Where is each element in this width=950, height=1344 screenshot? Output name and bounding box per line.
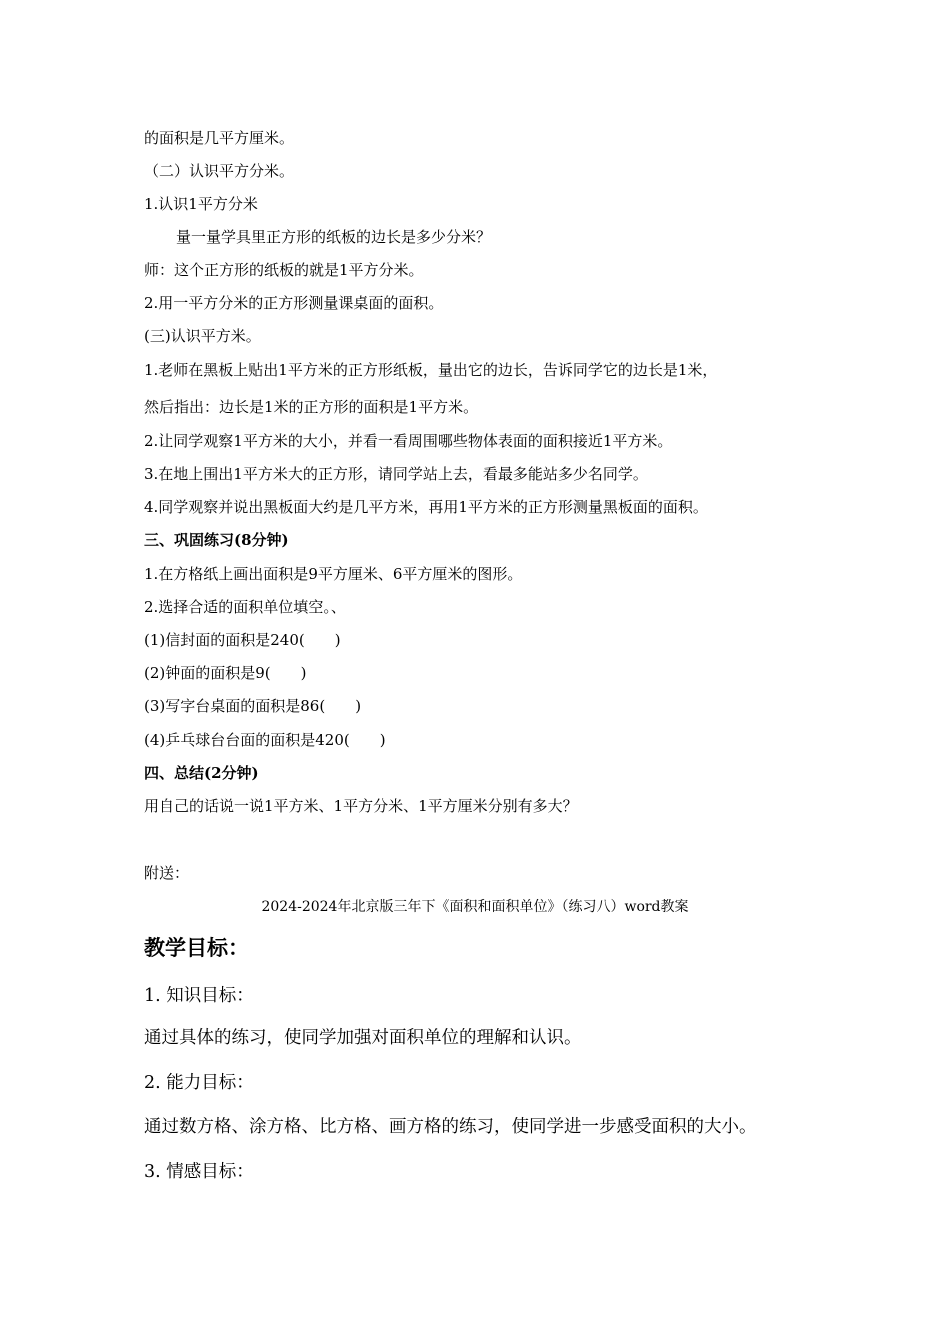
- text-line: 2.让同学观察1平方米的大小，并看一看周围哪些物体表面的面积接近1平方米。: [144, 432, 673, 450]
- text-line: 2.用一平方分米的正方形测量课桌面的面积。: [144, 294, 444, 312]
- exercise-item: (3)写字台桌面的面积是86( ): [144, 697, 362, 715]
- text-line: 3.在地上围出1平方米大的正方形，请同学站上去，看最多能站多少名同学。: [144, 465, 648, 483]
- section-heading: 三、巩固练习(8分钟): [144, 531, 289, 549]
- text-line: 1.认识1平方分米: [144, 195, 258, 213]
- appendix-label: 附送：: [144, 864, 190, 882]
- text-line: 然后指出：边长是1米的正方形的面积是1平方米。: [144, 398, 479, 416]
- section-heading: 四、总结(2分钟): [144, 764, 259, 782]
- goal-label: 3. 情感目标：: [144, 1162, 254, 1182]
- goal-label: 2. 能力目标：: [144, 1073, 254, 1093]
- teaching-goals-heading: 教学目标：: [144, 935, 249, 960]
- text-line: 1.在方格纸上画出面积是9平方厘米、6平方厘米的图形。: [144, 565, 523, 583]
- text-line: 1.老师在黑板上贴出1平方米的正方形纸板，量出它的边长，告诉同学它的边长是1米，: [144, 361, 718, 379]
- goal-text: 通过数方格、涂方格、比方格、画方格的练习，使同学进一步感受面积的大小。: [144, 1117, 757, 1137]
- goal-label: 1. 知识目标：: [144, 986, 254, 1006]
- section-subheading: （二）认识平方分米。: [144, 162, 295, 180]
- text-line: 的面积是几平方厘米。: [144, 129, 295, 147]
- text-line: 2.选择合适的面积单位填空。、: [144, 598, 346, 616]
- document-title: 2024-2024年北京版三年下《面积和面积单位》（练习八）word教案: [261, 899, 689, 915]
- text-line: 量一量学具里正方形的纸板的边长是多少分米？: [176, 228, 492, 246]
- exercise-item: (1)信封面的面积是240( ): [144, 631, 341, 649]
- exercise-item: (2)钟面的面积是9( ): [144, 664, 307, 682]
- goal-text: 通过具体的练习，使同学加强对面积单位的理解和认识。: [144, 1028, 582, 1048]
- text-line: 4.同学观察并说出黑板面大约是几平方米，再用1平方米的正方形测量黑板面的面积。: [144, 498, 708, 516]
- exercise-item: (4)乒乓球台台面的面积是420( ): [144, 731, 386, 749]
- text-line: 师：这个正方形的纸板的就是1平方分米。: [144, 261, 424, 279]
- text-line: 用自己的话说一说1平方米、1平方分米、1平方厘米分别有多大？: [144, 797, 578, 815]
- section-subheading: (三)认识平方米。: [144, 327, 261, 345]
